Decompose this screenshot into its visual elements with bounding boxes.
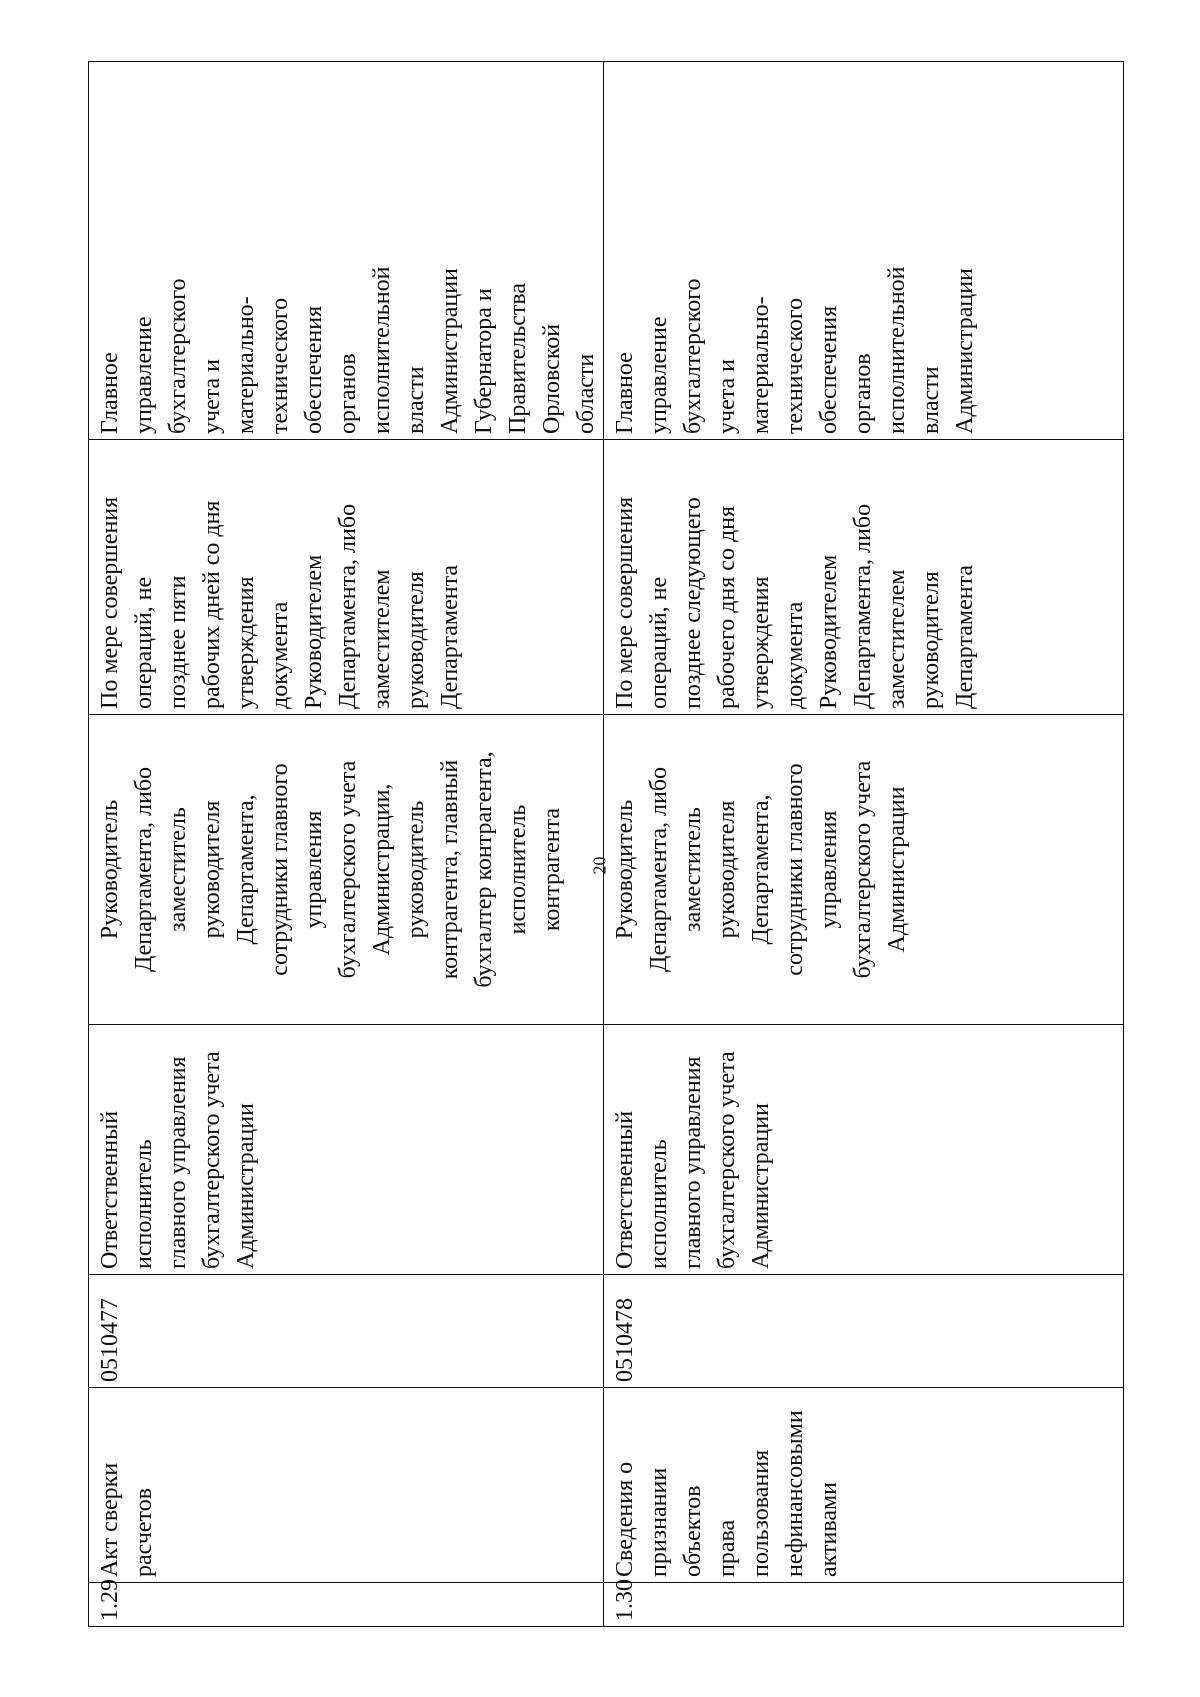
table-row [89, 62, 604, 1627]
recipient: Главное управление бухгалтерского учета и материально- технического обеспечения органов исполнительной власти Администрации Губернатора и Правительства Орловской области [89, 62, 604, 440]
form-code: 0510477 [89, 1275, 604, 1388]
forms-table [88, 61, 1124, 1627]
page-number: 20 [589, 856, 610, 875]
submission-term: По мере совершения операций, не позднее пяти рабочих дней со дня утверждения документа Руководителем Департамента, либо заместителем руководителя Департамента [89, 440, 604, 715]
responsible-person: Ответственный исполнитель главного управления бухгалтерского учета Администрации [604, 1025, 1124, 1275]
row-number: 1.30 [604, 1583, 1124, 1627]
form-name: Акт сверки расчетов [89, 1388, 604, 1583]
submission-term: По мере совершения операций, не позднее следующего рабочего дня со дня утверждения документа Руководителем Департамента, либо заместителем руководителя Департамента [604, 440, 1124, 715]
table-row [604, 62, 1124, 1627]
row-number: 1.29 [89, 1583, 604, 1627]
signatories: Руководитель Департамента, либо заместитель руководителя Департамента, сотрудники главного управления бухгалтерского учета Администрации [604, 715, 1124, 1025]
signatories: Руководитель Департамента, либо заместитель руководителя Департамента, сотрудники главного управления бухгалтерского учета Администрации, руководитель контрагента, главный бухгалтер контрагента, исполнитель контрагента [89, 715, 604, 1025]
document-table-rotated [88, 62, 1118, 1627]
form-code: 0510478 [604, 1275, 1124, 1388]
recipient: Главное управление бухгалтерского учета и материально- технического обеспечения органов исполнительной власти Администрации [604, 62, 1124, 440]
responsible-person: Ответственный исполнитель главного управления бухгалтерского учета Администрации [89, 1025, 604, 1275]
form-name: Сведения о признании объектов права пользования нефинансовыми активами [604, 1388, 1124, 1583]
